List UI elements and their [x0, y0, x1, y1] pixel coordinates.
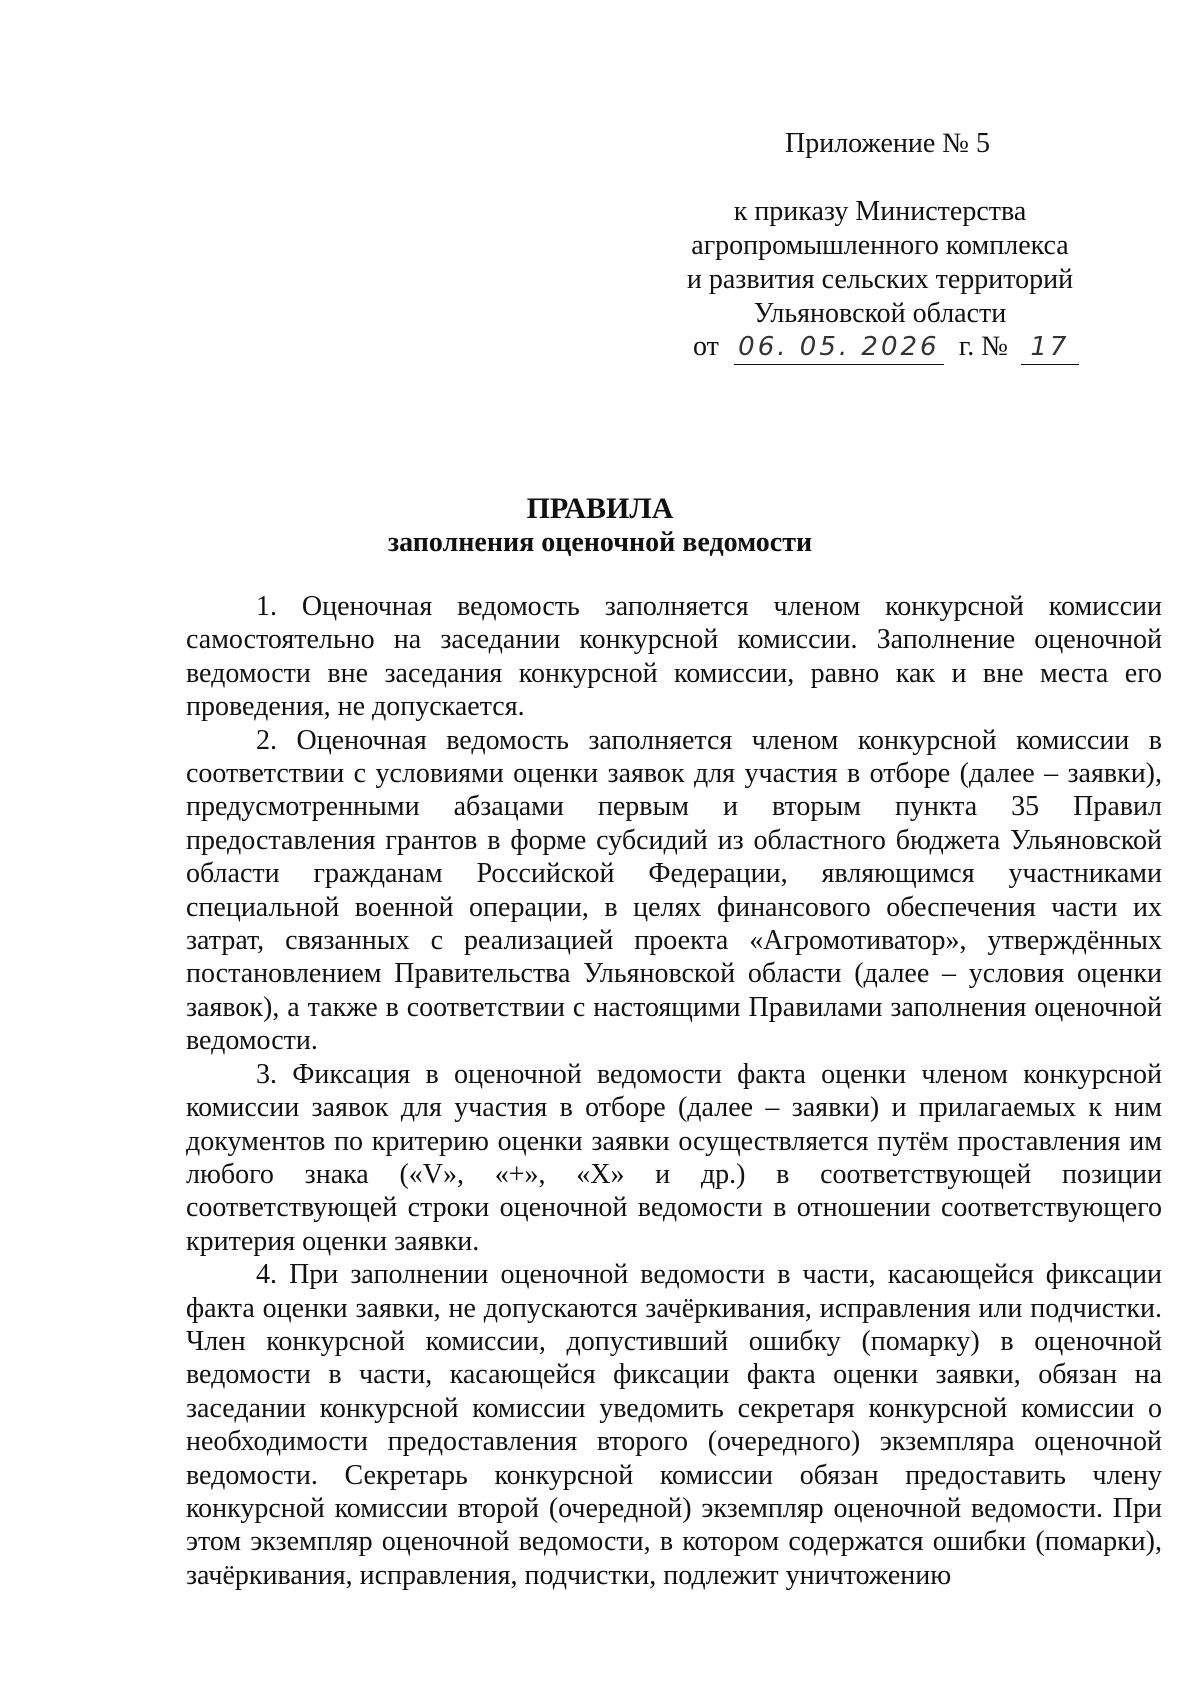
paragraph: 4. При заполнении оценочной ведомости в части, касающейся фиксации факта оценки заявки, не допускаются зачёркивания, исправления или подчистки. Член конкурсной комиссии, допустивший ошибку (помарку) в оценочной ведомости в части, касающейся фиксации факта оценки заявки, обязан на заседании конкурсной комиссии уведомить секретаря конкурсной комиссии о необходимости предоставления второго (очередного) экземпляра оценочной ведомости. Секретарь конкурсной комиссии обязан предоставить члену конкурсной комиссии второй (очередной) экземпляр оценочной ведомости. При этом экземпляр оценочной ведомости, в котором содержатся ошибки (помарки), зачёркивания, исправления, подчистки, подлежит уничтожению [186, 1259, 1162, 1591]
date-prefix: от [693, 331, 719, 362]
handwritten-date: 06. 05. 2026 [734, 330, 944, 365]
paragraph: 2. Оценочная ведомость заполняется членом конкурсной комиссии в соответствии с условиями оценки заявок для участия в отборе (далее – заявки), предусмотренными абзацами первым и вторым пункта 35 Правил предоставления грантов в форме субсидий из областного бюджета Ульяновской области гражданам Российской Федерации, являющимся участниками специальной военной операции, в целях финансового обеспечения части их затрат, связанных с реализацией проекта «Агромотиватор», утверждённых постановлением Правительства Ульяновской области (далее – условия оценки заявок), а также в соответствии с настоящими Правилами заполнения оценочной ведомости. [186, 724, 1162, 1057]
paragraph: 1. Оценочная ведомость заполняется членом конкурсной комиссии самостоятельно на заседании конкурсной комиссии. Заполнение оценочной ведомости вне заседания конкурсной комиссии, равно как и вне места его проведения, не допускается. [186, 591, 1162, 723]
order-reference [660, 195, 1100, 331]
document-title: ПРАВИЛА [526, 492, 674, 525]
number-prefix: г. № [958, 331, 1008, 362]
order-line: Ульяновской области [753, 298, 1007, 329]
appendix-label: Приложение № 5 [785, 128, 990, 159]
document-body [186, 590, 1162, 1592]
handwritten-order-number: 17 [1021, 330, 1079, 365]
order-date-row [693, 330, 1079, 365]
document-subtitle: заполнения оценочной ведомости [387, 527, 813, 558]
paragraph: 3. Фиксация в оценочной ведомости факта оценки членом конкурсной комиссии заявок для участия в отборе (далее – заявки) и прилагаемых к ним документов по критерию оценки заявки осуществляется путём проставления им любого знака («V», «+», «X» и др.) в соответствующей позиции соответствующей строки оценочной ведомости в отношении соответствующего критерия оценки заявки. [186, 1058, 1162, 1257]
order-line: агропромышленного комплекса [691, 230, 1069, 261]
order-line: к приказу Министерства [733, 196, 1027, 227]
order-line: и развития сельских территорий [686, 264, 1074, 295]
